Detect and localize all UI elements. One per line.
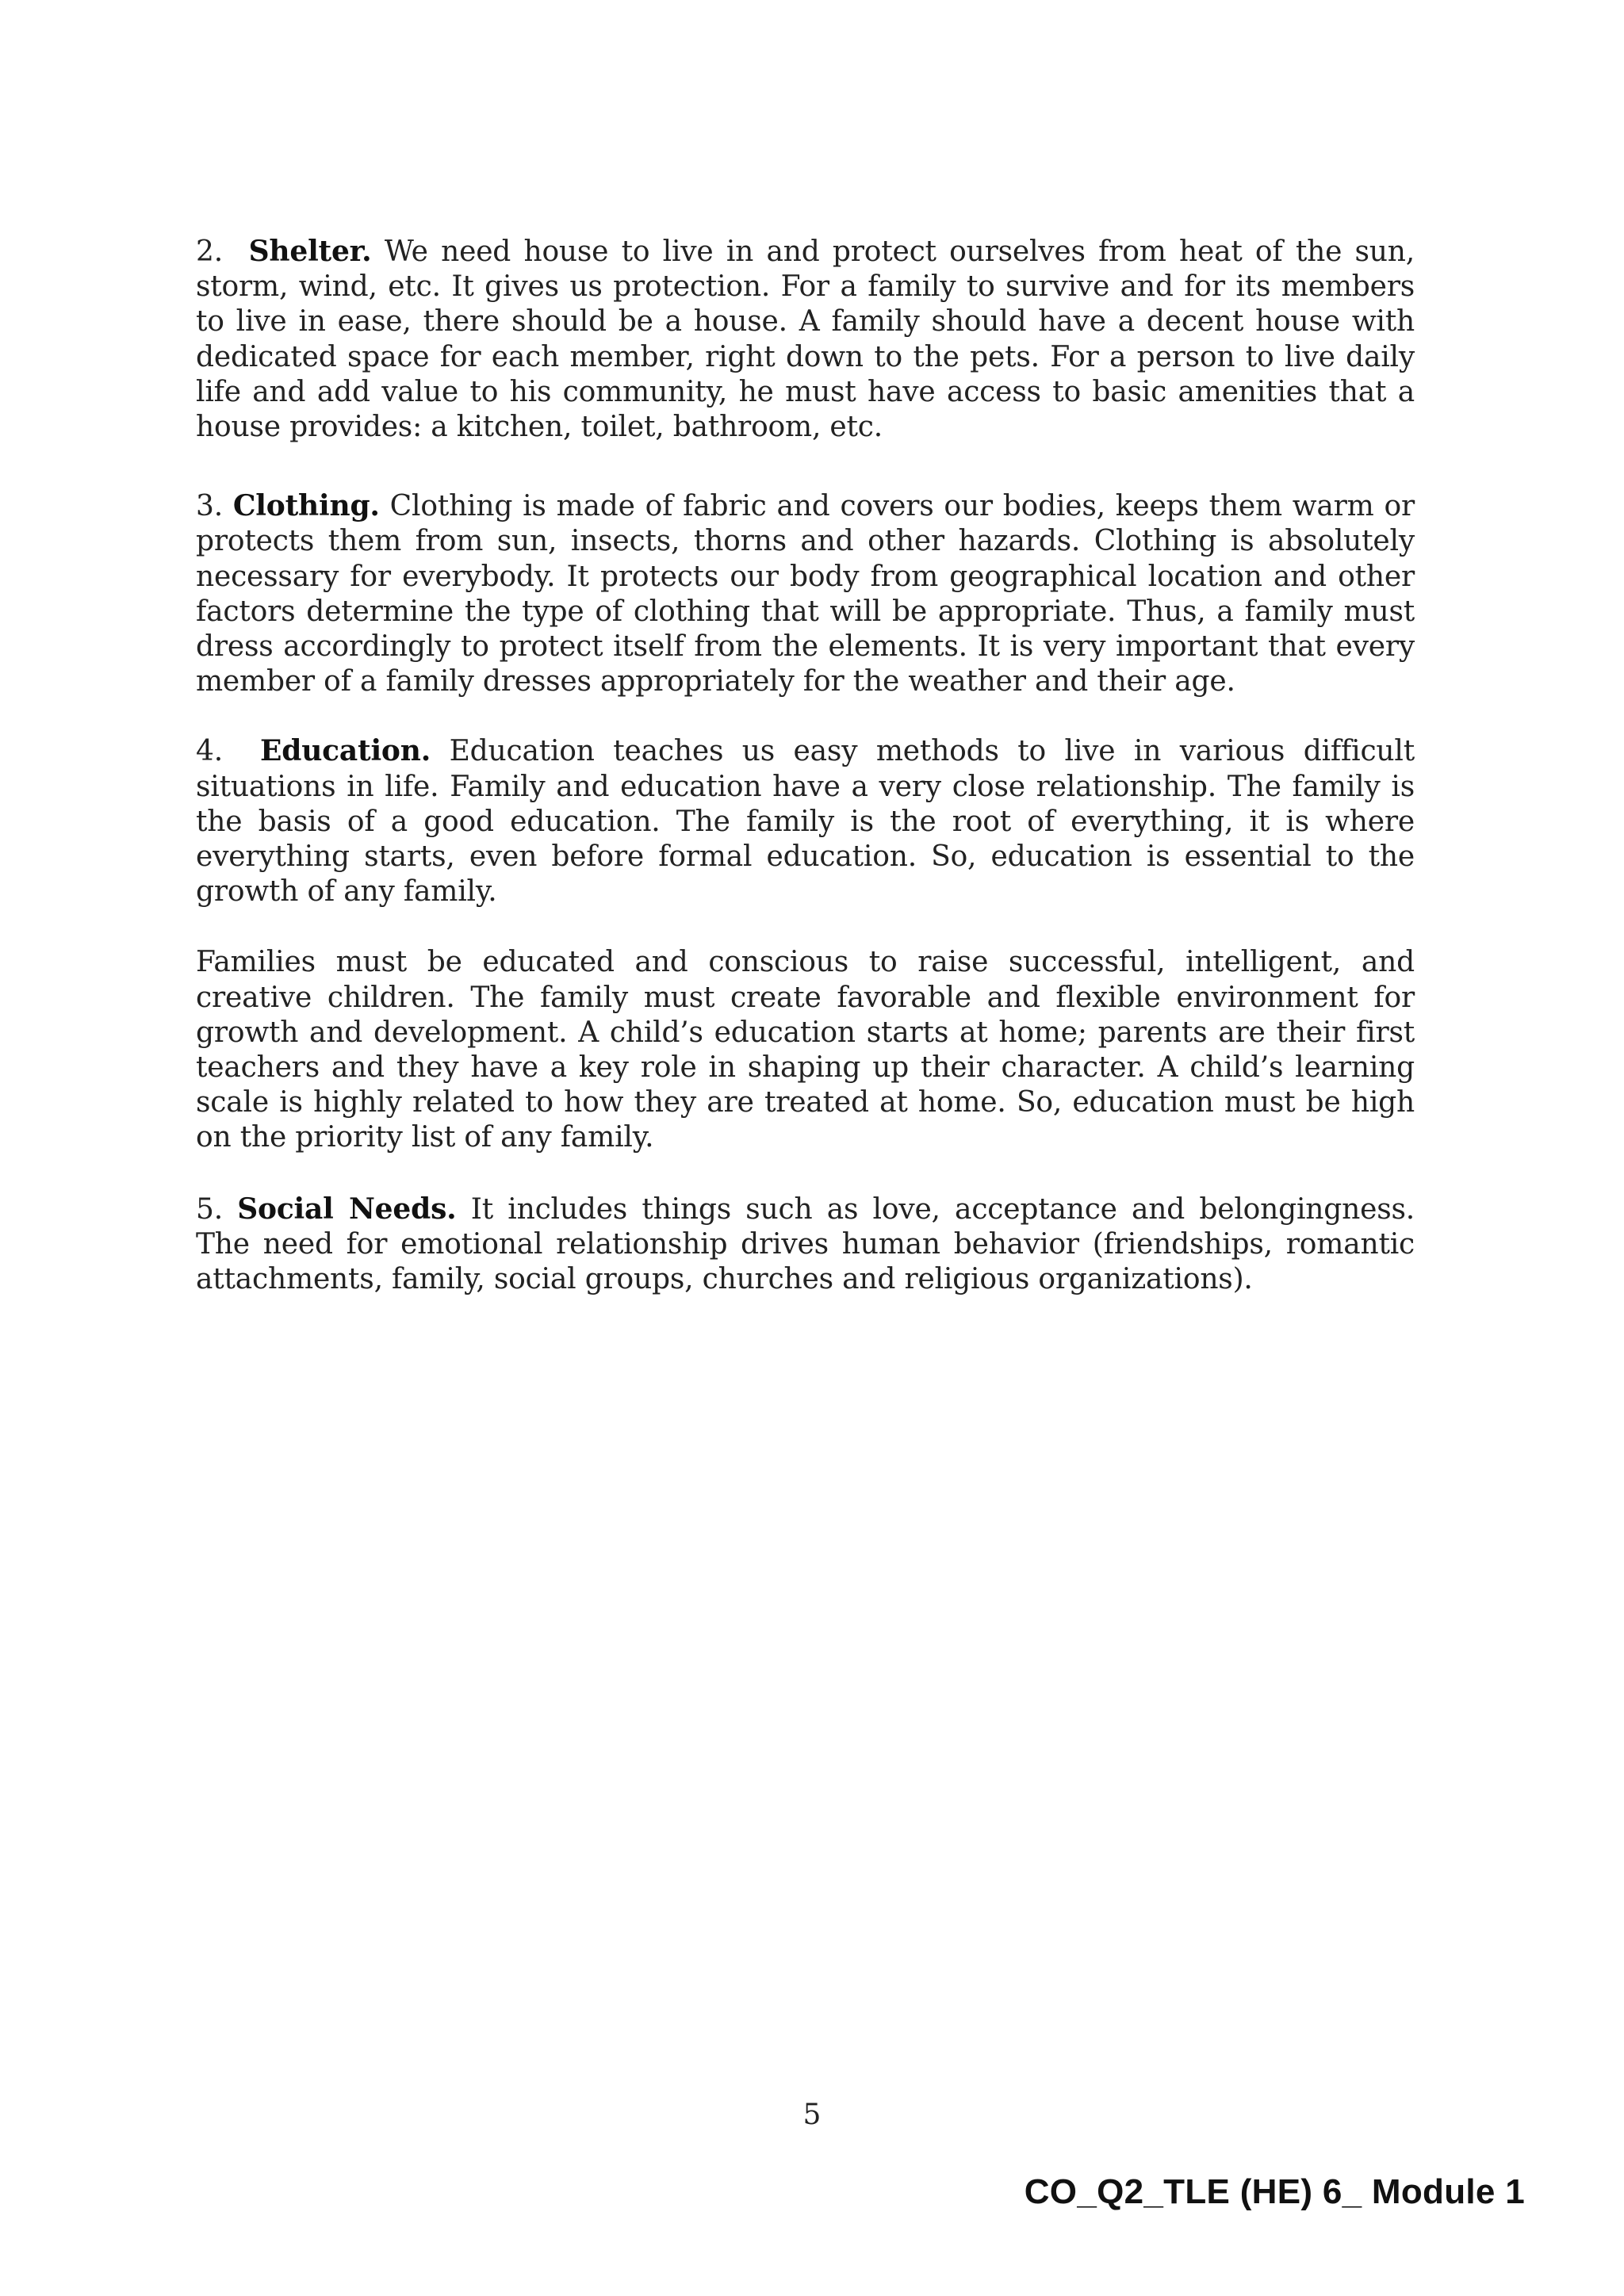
paragraph-text: Families must be educated and conscious to raise successful, intelligent, and creative children. The family must create favorable and flexible environment for growth and development. A child’s education starts at home; parents are their first teachers and they have a key role in shaping up their character. A child’s learning scale is highly related to how they are treated at home. So, education must be high on the priority list of any family. — [196, 946, 1415, 1154]
item-number: 4. — [196, 735, 223, 768]
item-number: 5. — [196, 1192, 223, 1226]
page-content — [196, 234, 1415, 1297]
item-heading: Education. — [260, 734, 431, 768]
paragraph-clothing — [196, 488, 1415, 699]
item-heading: Clothing. — [232, 489, 380, 523]
page-number: 5 — [802, 2099, 822, 2131]
paragraph-text: It includes things such as love, acceptance and belongingness. The need for emotional relationship drives human behavior (friendships, romantic attachments, family, social groups, churches and religious organizations). — [196, 1192, 1415, 1296]
item-number: 2. — [196, 235, 223, 268]
item-heading: Shelter. — [248, 235, 372, 268]
item-number: 3. — [196, 490, 223, 523]
paragraph-text: Education teaches us easy methods to live in various difficult situations in life. Family and education have a very close relationship. The family is the basis of a good education. The family is the root of everything, it is where everything starts, even before formal education. So, education is essential to the growth of any family. — [196, 735, 1415, 909]
paragraph-social-needs — [196, 1192, 1415, 1298]
footer-module-code: CO_Q2_TLE (HE) 6_ Module 1 — [1024, 2172, 1525, 2211]
paragraph-text: Clothing is made of fabric and covers our bodies, keeps them warm or protects them from sun, insects, thorns and other hazards. Clothing is absolutely necessary for everybody. It protects our body from geographical location and other factors determine the type of clothing that will be appropriate. Thus, a family must dress accordingly to protect itself from the elements. It is very important that every member of a family dresses appropriately for the weather and their age. — [196, 490, 1415, 698]
paragraph-education — [196, 733, 1415, 909]
paragraph-text: We need house to live in and protect ourselves from heat of the sun, storm, wind, etc. It gives us protection. For a family to survive and for its members to live in ease, there should be a house. A family should have a decent house with dedicated space for each member, right down to the pets. For a person to live daily life and add value to his community, he must have access to basic amenities that a house provides: a kitchen, toilet, bathroom, etc. — [196, 235, 1415, 444]
paragraph-families — [196, 945, 1415, 1155]
item-heading: Social Needs. — [237, 1192, 457, 1226]
paragraph-shelter — [196, 234, 1415, 445]
